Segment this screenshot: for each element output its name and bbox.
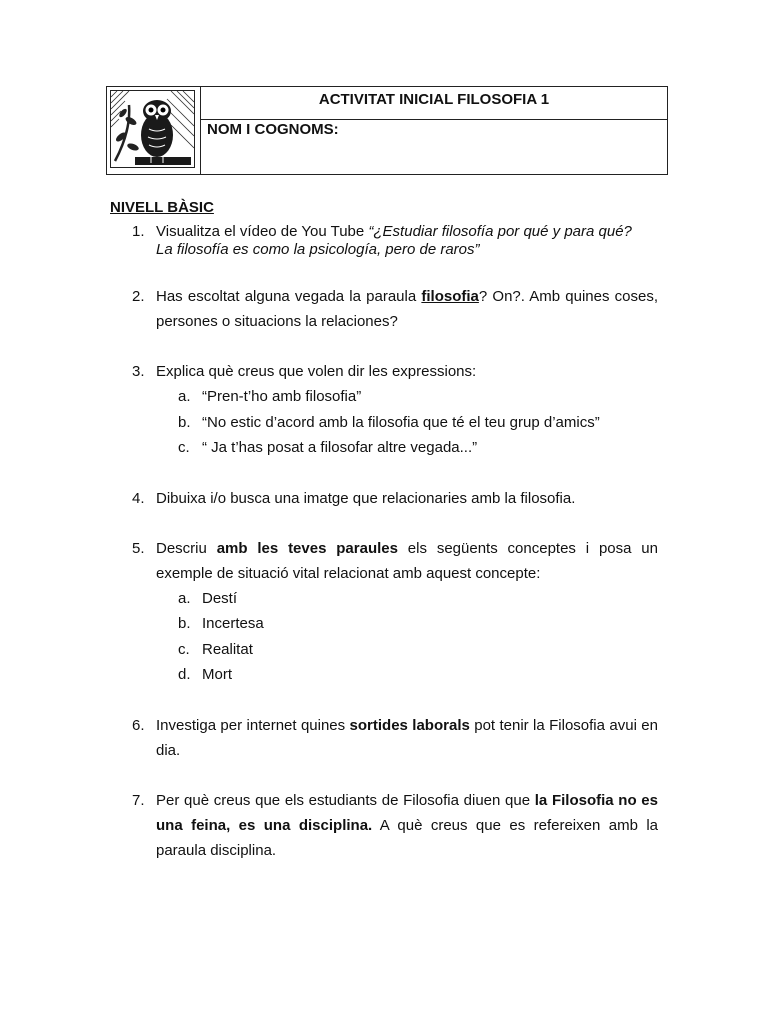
- sub-item: [156, 435, 658, 461]
- owl-engraving-icon: [110, 90, 195, 168]
- content: [110, 196, 658, 863]
- question-text-continued: els següents conceptes i posa un exemple de situació vital relacionat amb aquest concepte:: [156, 539, 658, 582]
- name-field-label: NOM I COGNOMS:: [207, 121, 339, 138]
- item-letter: b.: [178, 413, 191, 431]
- question-5-items: [110, 586, 658, 688]
- question-text: Explica què creus que volen dir les expressions:: [156, 363, 477, 380]
- question-number: 6.: [132, 716, 145, 734]
- question-number: 4.: [132, 489, 145, 507]
- question-3: [110, 359, 658, 384]
- sub-item: [156, 384, 658, 410]
- item-text: “Pren-t’ho amb filosofia”: [202, 388, 362, 405]
- question-7: [110, 788, 658, 863]
- logo-cell: [107, 87, 201, 174]
- item-letter: d.: [178, 666, 191, 683]
- sub-item: [156, 410, 658, 436]
- question-2: [110, 284, 658, 334]
- question-number: 2.: [132, 288, 145, 305]
- question-text: Has escoltat alguna vegada la paraula: [156, 288, 422, 305]
- item-letter: a.: [178, 388, 191, 405]
- sub-item: [156, 611, 658, 637]
- item-letter: a.: [178, 589, 191, 607]
- level-heading: NIVELL BÀSIC: [110, 199, 214, 216]
- item-text: Incertesa: [202, 615, 264, 632]
- item-text: “ Ja t’has posat a filosofar altre vegada...”: [202, 439, 478, 456]
- item-letter: c.: [178, 439, 190, 456]
- question-number: 5.: [132, 539, 145, 557]
- item-text: Destí: [202, 589, 238, 607]
- video-title: “¿Estudiar filosofía por qué y para qué?: [368, 223, 632, 240]
- question-text: Dibuixa i/o busca una imatge que relacionaries amb la filosofia.: [156, 489, 576, 507]
- question-text: Investiga per internet quines: [156, 716, 350, 734]
- keyword: filosofia: [421, 288, 479, 305]
- sub-item: [156, 586, 658, 612]
- sub-item: [156, 662, 658, 688]
- video-title-continued: La filosofía es como la psicología, pero de raros”: [156, 241, 480, 258]
- emphasis: la Filosofia no es una feina, es una disciplina.: [156, 791, 658, 834]
- question-list: [110, 223, 658, 863]
- question-text-continued: pot tenir la Filosofia avui en dia.: [156, 716, 658, 759]
- question-number: 3.: [132, 363, 145, 380]
- item-text: “No estic d’acord amb la filosofia que té el teu grup d’amics”: [202, 413, 600, 431]
- item-text: Realitat: [202, 640, 253, 658]
- emphasis: sortides laborals: [349, 716, 470, 734]
- question-1: [110, 223, 658, 259]
- question-number: 1.: [132, 223, 145, 240]
- document-title: ACTIVITAT INICIAL FILOSOFIA 1: [201, 87, 667, 120]
- question-text-continued: ? On?. Amb quines coses, persones o situacions la relaciones?: [156, 288, 659, 330]
- sub-list: [110, 384, 658, 461]
- question-text: Per què creus que els estudiants de Filosofia diuen que: [156, 791, 535, 809]
- question-3-items: [110, 384, 658, 461]
- item-text: Mort: [202, 666, 232, 683]
- question-text-continued: A què creus que es refereixen amb la paraula disciplina.: [156, 816, 658, 859]
- question-6: [110, 713, 658, 763]
- question-number: 7.: [132, 791, 145, 809]
- item-letter: b.: [178, 615, 191, 632]
- owl-engraving-icon-graphic: [111, 91, 194, 167]
- sub-list: [110, 586, 658, 688]
- question-4: [110, 486, 658, 511]
- item-letter: c.: [178, 640, 190, 658]
- question-text: Visualitza el vídeo de You Tube: [156, 223, 369, 240]
- question-text: Descriu: [156, 539, 217, 557]
- sub-item: [156, 637, 658, 663]
- question-5: [110, 536, 658, 586]
- header-table: [106, 86, 668, 175]
- emphasis: amb les teves paraules: [216, 539, 398, 557]
